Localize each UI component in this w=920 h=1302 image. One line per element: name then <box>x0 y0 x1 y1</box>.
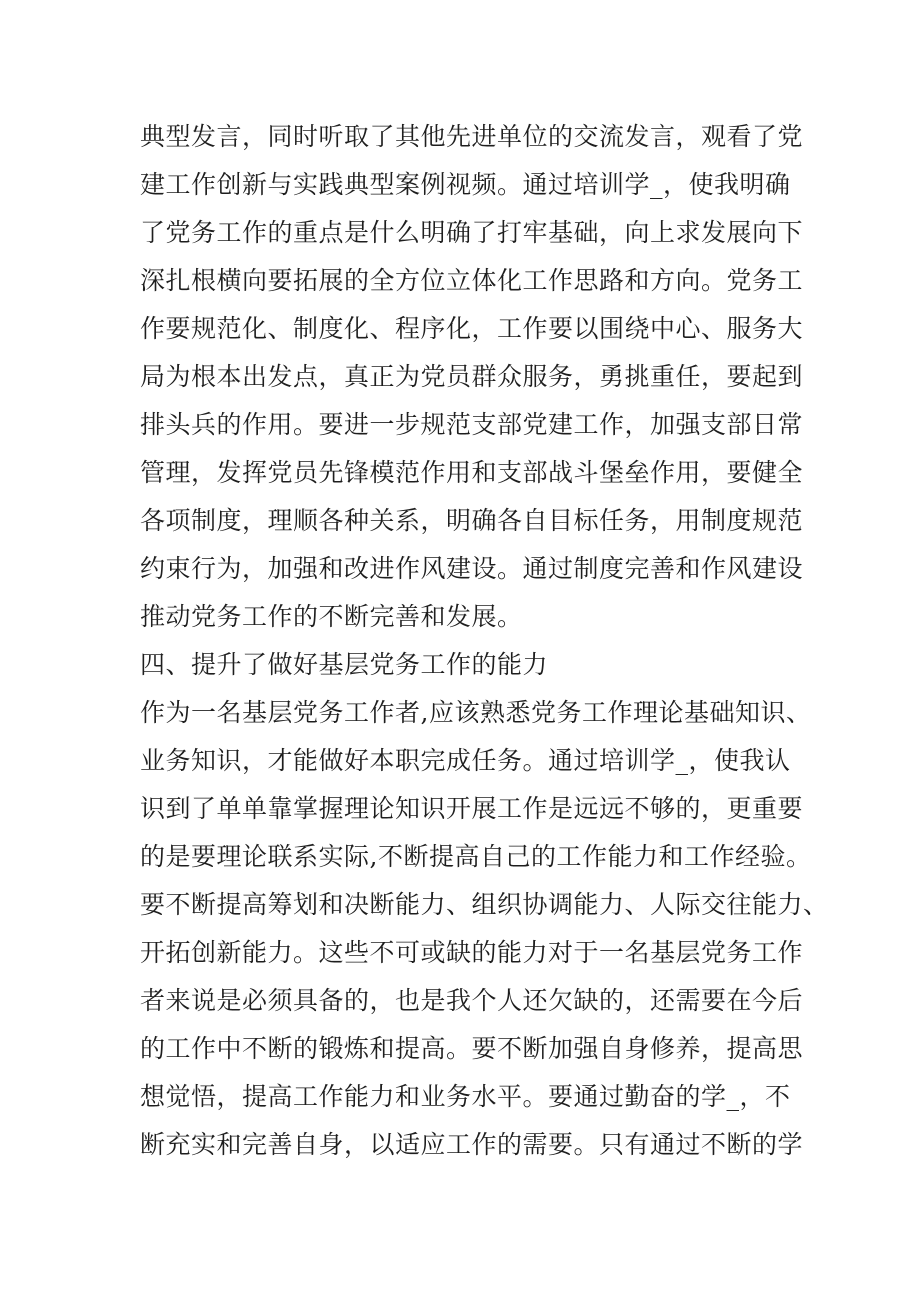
paragraph-line: 建工作创新与实践典型案例视频。通过培训学_，使我明确 <box>140 170 791 199</box>
paragraph-line: 管理，发挥党员先锋模范作用和支部战斗堡垒作用，要健全 <box>140 458 804 487</box>
document-body <box>140 113 829 1169</box>
paragraph-line: 排头兵的作用。要进一步规范支部党建工作，加强支部日常 <box>140 410 804 439</box>
paragraph-line: 业务知识，才能做好本职完成任务。通过培训学_，使我认 <box>140 746 791 775</box>
paragraph-line: 作要规范化、制度化、程序化，工作要以围绕中心、服务大 <box>140 314 804 343</box>
paragraph-line: 的是要理论联系实际,不断提高自己的工作能力和工作经验。 <box>140 842 812 871</box>
paragraph-line: 作为一名基层党务工作者,应该熟悉党务工作理论基础知识、 <box>140 698 812 727</box>
paragraph-line: 的工作中不断的锻炼和提高。要不断加强自身修养，提高思 <box>140 1034 804 1063</box>
paragraph-line: 局为根本出发点，真正为党员群众服务，勇挑重任，要起到 <box>140 362 804 391</box>
paragraph-line: 了党务工作的重点是什么明确了打牢基础，向上求发展向下 <box>140 218 804 247</box>
paragraph-line: 想觉悟，提高工作能力和业务水平。要通过勤奋的学_，不 <box>140 1082 791 1111</box>
section-heading: 四、提升了做好基层党务工作的能力 <box>140 650 549 679</box>
paragraph-line: 各项制度，理顺各种关系，明确各自目标任务，用制度规范 <box>140 506 804 535</box>
paragraph-line: 深扎根横向要拓展的全方位立体化工作思路和方向。党务工 <box>140 266 804 295</box>
paragraph-line: 开拓创新能力。这些不可或缺的能力对于一名基层党务工作 <box>140 938 804 967</box>
paragraph-line: 推动党务工作的不断完善和发展。 <box>140 602 523 631</box>
paragraph-line: 者来说是必须具备的，也是我个人还欠缺的，还需要在今后 <box>140 986 804 1015</box>
paragraph-line: 识到了单单靠掌握理论知识开展工作是远远不够的，更重要 <box>140 794 804 823</box>
paragraph-line: 要不断提高筹划和决断能力、组织协调能力、人际交往能力、 <box>140 890 829 919</box>
paragraph-line: 约束行为，加强和改进作风建设。通过制度完善和作风建设 <box>140 554 804 583</box>
paragraph-line: 断充实和完善自身，以适应工作的需要。只有通过不断的学 <box>140 1130 804 1159</box>
paragraph-line: 典型发言，同时听取了其他先进单位的交流发言，观看了党 <box>140 122 804 151</box>
